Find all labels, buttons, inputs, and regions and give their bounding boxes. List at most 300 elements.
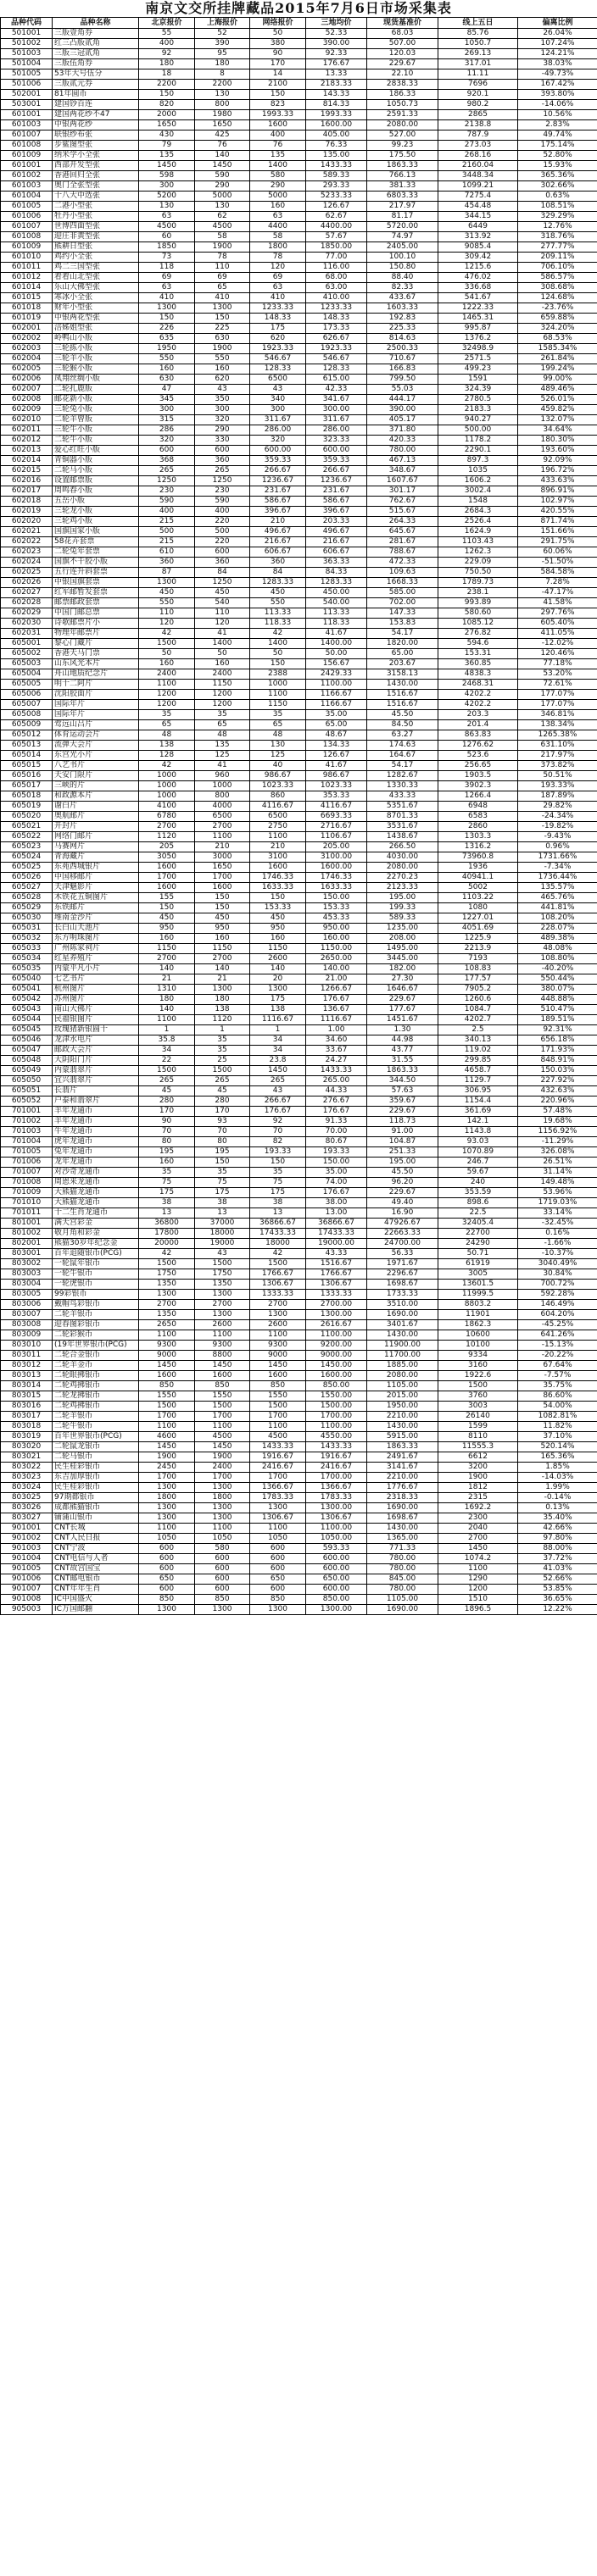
cell-benchmark-price: 2210.00 <box>367 1473 438 1483</box>
cell-five-day-price: 1316.2 <box>438 842 518 852</box>
cell-average-price: 276.67 <box>306 1096 367 1107</box>
cell-benchmark-price: 1365.00 <box>367 1534 438 1544</box>
cell-code: 803020 <box>1 1442 53 1452</box>
cell-five-day-price: 353.59 <box>438 1188 518 1198</box>
table-row <box>1 680 597 690</box>
cell-deviation: 1736.44% <box>518 873 597 883</box>
cell-name: 莺远山吕片 <box>53 720 139 730</box>
cell-benchmark-price: 16.90 <box>367 1208 438 1219</box>
cell-five-day-price: 3003 <box>438 1402 518 1412</box>
cell-five-day-price: 1085.12 <box>438 619 518 629</box>
cell-deviation: 171.93% <box>518 1046 597 1056</box>
cell-benchmark-price: 301.17 <box>367 486 438 497</box>
cell-deviation: 448.88% <box>518 995 597 1005</box>
cell-shanghai-price: 1150 <box>195 680 250 690</box>
cell-five-day-price: 1789.73 <box>438 578 518 588</box>
cell-beijing-price: 130 <box>139 202 195 212</box>
cell-benchmark-price: 444.17 <box>367 395 438 405</box>
cell-online-price: 1023.33 <box>250 781 306 791</box>
table-row <box>1 324 597 334</box>
cell-beijing-price: 20000 <box>139 1239 195 1249</box>
table-row <box>1 730 597 741</box>
cell-code: 605008 <box>1 710 53 720</box>
cell-code: 602011 <box>1 425 53 436</box>
cell-beijing-price: 1550 <box>139 1391 195 1402</box>
cell-deviation: 49.74% <box>518 130 597 141</box>
cell-online-price: 193.33 <box>250 1147 306 1158</box>
cell-average-price: 84.33 <box>306 568 367 578</box>
cell-shanghai-price: 1300 <box>195 303 250 314</box>
cell-name: 建国两花纱不47 <box>53 110 139 120</box>
cell-name: 民生桂彩银币 <box>53 1483 139 1493</box>
cell-benchmark-price: 845.00 <box>367 1574 438 1585</box>
cell-five-day-price: 4202.2 <box>438 690 518 700</box>
cell-average-price: 2183.33 <box>306 80 367 90</box>
cell-online-price: 14 <box>250 69 306 80</box>
cell-shanghai-price: 3000 <box>195 852 250 863</box>
table-row <box>1 405 597 415</box>
cell-online-price: 153.33 <box>250 903 306 913</box>
cell-online-price: 606.67 <box>250 547 306 558</box>
cell-online-price: 1923.33 <box>250 344 306 354</box>
cell-benchmark-price: 1495.00 <box>367 944 438 954</box>
cell-deviation: 53.96% <box>518 1188 597 1198</box>
cell-deviation: 60.06% <box>518 547 597 558</box>
cell-name: 二轮鸡拂银币 <box>53 1381 139 1391</box>
table-row <box>1 1564 597 1574</box>
cell-name: 流弹大会片 <box>53 741 139 751</box>
cell-shanghai-price: 45 <box>195 1086 250 1096</box>
cell-five-day-price: 9334 <box>438 1351 518 1361</box>
cell-beijing-price: 850 <box>139 1381 195 1391</box>
cell-five-day-price: 11555.3 <box>438 1442 518 1452</box>
cell-beijing-price: 650 <box>139 1574 195 1585</box>
cell-deviation: 2.83% <box>518 120 597 130</box>
cell-online-price: 1283.33 <box>250 578 306 588</box>
cell-name: 舟山地质纪念片 <box>53 669 139 680</box>
cell-name: 天津魅影片 <box>53 883 139 893</box>
table-row <box>1 954 597 964</box>
cell-average-price: 34.60 <box>306 1035 367 1046</box>
cell-name: 一轮鼠年银币 <box>53 1259 139 1269</box>
cell-average-price: 153.33 <box>306 903 367 913</box>
cell-average-price: 24.27 <box>306 1056 367 1066</box>
cell-name: 三轮猴小版 <box>53 364 139 375</box>
cell-benchmark-price: 100.10 <box>367 253 438 263</box>
table-row <box>1 446 597 456</box>
cell-average-price: 450.00 <box>306 588 367 598</box>
cell-shanghai-price: 1200 <box>195 700 250 710</box>
cell-shanghai-price: 220 <box>195 517 250 527</box>
cell-benchmark-price: 1668.33 <box>367 578 438 588</box>
cell-beijing-price: 1200 <box>139 700 195 710</box>
cell-beijing-price: 2450 <box>139 1463 195 1473</box>
cell-deviation: 124.21% <box>518 49 597 59</box>
cell-code: 605007 <box>1 700 53 710</box>
cell-deviation: 199.24% <box>518 364 597 375</box>
cell-online-price: 550 <box>250 598 306 608</box>
cell-deviation: 297.76% <box>518 608 597 619</box>
cell-average-price: 986.67 <box>306 771 367 781</box>
cell-beijing-price: 1600 <box>139 863 195 873</box>
cell-code: 501002 <box>1 39 53 49</box>
cell-code: 503001 <box>1 100 53 110</box>
cell-beijing-price: 35 <box>139 1168 195 1178</box>
cell-benchmark-price: 3445.00 <box>367 954 438 964</box>
cell-code: 605042 <box>1 995 53 1005</box>
cell-code: 605030 <box>1 913 53 924</box>
cell-five-day-price: 22700 <box>438 1229 518 1239</box>
cell-name: 十八大中选张 <box>53 192 139 202</box>
table-row <box>1 202 597 212</box>
cell-five-day-price: 201.4 <box>438 720 518 730</box>
cell-five-day-price: 1606.2 <box>438 476 518 486</box>
cell-name: 百年追随银币(PCG) <box>53 1249 139 1259</box>
cell-five-day-price: 980.2 <box>438 100 518 110</box>
cell-average-price: 353.33 <box>306 791 367 802</box>
cell-name: 奥航邮片 <box>53 812 139 822</box>
table-row <box>1 1361 597 1371</box>
cell-average-price: 1600.00 <box>306 863 367 873</box>
cell-average-price: 1923.33 <box>306 344 367 354</box>
cell-code: 803008 <box>1 1320 53 1330</box>
cell-deviation: 302.66% <box>518 181 597 192</box>
cell-beijing-price: 600 <box>139 1585 195 1595</box>
cell-deviation: 99.00% <box>518 375 597 385</box>
cell-benchmark-price: 1885.00 <box>367 1361 438 1371</box>
cell-code: 901008 <box>1 1595 53 1605</box>
cell-deviation: 324.20% <box>518 324 597 334</box>
cell-name: 兔年龙通币 <box>53 1147 139 1158</box>
cell-code: 605049 <box>1 1066 53 1076</box>
table-row <box>1 822 597 832</box>
column-header-name: 品种名称 <box>53 18 139 29</box>
cell-name: 三版伍角券 <box>53 59 139 69</box>
table-row <box>1 436 597 446</box>
cell-five-day-price: 1376.2 <box>438 334 518 344</box>
cell-five-day-price: 3902.3 <box>438 781 518 791</box>
cell-deviation: 37.10% <box>518 1432 597 1442</box>
cell-five-day-price: 920.1 <box>438 90 518 100</box>
table-row <box>1 415 597 425</box>
cell-shanghai-price: 1450 <box>195 161 250 171</box>
cell-name: 羊年龙通币 <box>53 1107 139 1117</box>
cell-code: 601010 <box>1 253 53 263</box>
cell-shanghai-price: 265 <box>195 1076 250 1086</box>
cell-benchmark-price: 771.33 <box>367 1544 438 1554</box>
table-row <box>1 1422 597 1432</box>
cell-benchmark-price: 2080.00 <box>367 120 438 130</box>
table-row <box>1 1107 597 1117</box>
cell-shanghai-price: 65 <box>195 283 250 293</box>
cell-beijing-price: 1500 <box>139 1402 195 1412</box>
cell-beijing-price: 1120 <box>139 832 195 842</box>
cell-benchmark-price: 2296.67 <box>367 1269 438 1280</box>
cell-deviation: -15.13% <box>518 1341 597 1351</box>
cell-online-price: 231.67 <box>250 486 306 497</box>
cell-benchmark-price: 55.03 <box>367 385 438 395</box>
cell-name: 三轮兔小版 <box>53 405 139 415</box>
cell-five-day-price: 344.15 <box>438 212 518 222</box>
cell-beijing-price: 55 <box>139 29 195 39</box>
cell-online-price: 400 <box>250 130 306 141</box>
cell-beijing-price: 1300 <box>139 1503 195 1513</box>
cell-name: 敬月角和彩金 <box>53 1229 139 1239</box>
cell-code: 605020 <box>1 812 53 822</box>
table-row <box>1 1280 597 1290</box>
cell-name: 三轮拣小版 <box>53 344 139 354</box>
cell-deviation: 72.61% <box>518 680 597 690</box>
table-row <box>1 242 597 253</box>
cell-code: 803021 <box>1 1452 53 1463</box>
cell-deviation: 10.56% <box>518 110 597 120</box>
cell-five-day-price: 26140 <box>438 1412 518 1422</box>
table-row <box>1 1096 597 1107</box>
cell-average-price: 21.00 <box>306 974 367 985</box>
cell-shanghai-price: 75 <box>195 1178 250 1188</box>
cell-deviation: 373.82% <box>518 761 597 771</box>
table-row <box>1 110 597 120</box>
cell-benchmark-price: 44.98 <box>367 1035 438 1046</box>
cell-shanghai-price: 350 <box>195 395 250 405</box>
cell-online-price: 1233.33 <box>250 303 306 314</box>
cell-shanghai-price: 175 <box>195 1188 250 1198</box>
cell-average-price: 546.67 <box>306 354 367 364</box>
cell-average-price: 1300.00 <box>306 1310 367 1320</box>
cell-benchmark-price: 6803.33 <box>367 192 438 202</box>
cell-online-price: 40 <box>250 761 306 771</box>
cell-five-day-price: 1290 <box>438 1574 518 1585</box>
cell-name: 广州陈家祠片 <box>53 944 139 954</box>
cell-average-price: 176.67 <box>306 995 367 1005</box>
cell-five-day-price: 8803.2 <box>438 1300 518 1310</box>
cell-name: 天安门限片 <box>53 771 139 781</box>
cell-code: 801002 <box>1 1229 53 1239</box>
cell-deviation: 220.96% <box>518 1096 597 1107</box>
cell-code: 605026 <box>1 873 53 883</box>
cell-code: 601007 <box>1 130 53 141</box>
cell-deviation: -49.73% <box>518 69 597 80</box>
cell-code: 502001 <box>1 90 53 100</box>
table-row <box>1 924 597 934</box>
table-row <box>1 1147 597 1158</box>
cell-average-price: 1.00 <box>306 1025 367 1035</box>
cell-beijing-price: 1800 <box>139 1493 195 1503</box>
cell-average-price: 91.33 <box>306 1117 367 1127</box>
cell-name: 世博四面型张 <box>53 222 139 232</box>
cell-five-day-price: 11.11 <box>438 69 518 80</box>
cell-online-price: 1300 <box>250 1310 306 1320</box>
cell-online-price: 75 <box>250 1178 306 1188</box>
table-row <box>1 141 597 151</box>
cell-average-price: 70.00 <box>306 1127 367 1137</box>
cell-five-day-price: 1896.5 <box>438 1605 518 1615</box>
cell-benchmark-price: 195.00 <box>367 893 438 903</box>
cell-benchmark-price: 780.00 <box>367 1564 438 1574</box>
cell-deviation: 35.75% <box>518 1381 597 1391</box>
cell-beijing-price: 550 <box>139 354 195 364</box>
cell-code: 605015 <box>1 761 53 771</box>
table-row <box>1 1351 597 1361</box>
cell-deviation: 489.38% <box>518 934 597 944</box>
cell-benchmark-price: 1430.00 <box>367 1422 438 1432</box>
table-row <box>1 771 597 781</box>
cell-online-price: 170 <box>250 59 306 69</box>
cell-average-price: 92.33 <box>306 49 367 59</box>
market-data-table <box>0 17 597 1615</box>
cell-code: 602015 <box>1 466 53 476</box>
cell-benchmark-price: 1971.67 <box>367 1259 438 1269</box>
cell-benchmark-price: 195.00 <box>367 1158 438 1168</box>
cell-benchmark-price: 1516.67 <box>367 690 438 700</box>
cell-shanghai-price: 1100 <box>195 1524 250 1534</box>
cell-beijing-price: 6780 <box>139 812 195 822</box>
cell-benchmark-price: 1607.67 <box>367 476 438 486</box>
cell-beijing-price: 5200 <box>139 192 195 202</box>
cell-five-day-price: 2860 <box>438 822 518 832</box>
cell-average-price: 33.67 <box>306 1046 367 1056</box>
cell-name: 三轮牛小版 <box>53 425 139 436</box>
cell-deviation: 706.10% <box>518 263 597 273</box>
cell-online-price: 290 <box>250 181 306 192</box>
cell-shanghai-price: 1120 <box>195 1015 250 1025</box>
cell-name: 熊猫30岁年纪念金 <box>53 1239 139 1249</box>
cell-shanghai-price: 600 <box>195 547 250 558</box>
cell-five-day-price: 1900 <box>438 1473 518 1483</box>
table-row <box>1 710 597 720</box>
cell-average-price: 13.00 <box>306 1208 367 1219</box>
cell-name: 铺蒲山银币 <box>53 1513 139 1524</box>
cell-code: 602012 <box>1 436 53 446</box>
cell-benchmark-price: 1863.33 <box>367 1066 438 1076</box>
cell-online-price: 63 <box>250 283 306 293</box>
cell-five-day-price: 246.7 <box>438 1158 518 1168</box>
cell-benchmark-price: 1863.33 <box>367 1442 438 1452</box>
cell-shanghai-price: 1900 <box>195 242 250 253</box>
table-row <box>1 741 597 751</box>
cell-average-price: 286.00 <box>306 425 367 436</box>
cell-benchmark-price: 174.63 <box>367 741 438 751</box>
cell-name: 二港小型张 <box>53 202 139 212</box>
cell-five-day-price: 2468.31 <box>438 680 518 690</box>
cell-beijing-price: 600 <box>139 1544 195 1554</box>
cell-benchmark-price: 1950.00 <box>367 1402 438 1412</box>
cell-code: 501004 <box>1 59 53 69</box>
cell-benchmark-price: 229.67 <box>367 1107 438 1117</box>
cell-benchmark-price: 1050.73 <box>367 100 438 110</box>
column-header-five-day-price: 线上五日 <box>438 18 518 29</box>
cell-average-price: 453.33 <box>306 913 367 924</box>
cell-name: 对沙奇龙通币 <box>53 1168 139 1178</box>
cell-name: 乐山大佛型张 <box>53 283 139 293</box>
cell-name: 58花卉套票 <box>53 537 139 547</box>
table-body <box>1 29 597 1615</box>
cell-average-price: 496.67 <box>306 527 367 537</box>
cell-shanghai-price: 1700 <box>195 873 250 883</box>
cell-beijing-price: 4100 <box>139 802 195 812</box>
cell-name: (19年世界银币(PCG) <box>53 1341 139 1351</box>
cell-deviation: 510.47% <box>518 1005 597 1015</box>
cell-five-day-price: 5002 <box>438 883 518 893</box>
cell-name: 爱心红旺小版 <box>53 446 139 456</box>
cell-name: 红三凸版贰角 <box>53 39 139 49</box>
cell-online-price: 150 <box>250 659 306 669</box>
cell-online-price: 450 <box>250 913 306 924</box>
cell-online-price: 986.67 <box>250 771 306 781</box>
cell-five-day-price: 1262.3 <box>438 547 518 558</box>
cell-online-price: 1450 <box>250 1066 306 1076</box>
cell-beijing-price: 80 <box>139 1137 195 1147</box>
cell-deviation: 48.08% <box>518 944 597 954</box>
cell-online-price: 4500 <box>250 1432 306 1442</box>
table-row <box>1 120 597 130</box>
cell-name: 99彩银币 <box>53 1290 139 1300</box>
cell-name: 国际年片 <box>53 710 139 720</box>
table-row <box>1 425 597 436</box>
cell-beijing-price: 160 <box>139 934 195 944</box>
cell-average-price: 600.00 <box>306 1564 367 1574</box>
cell-shanghai-price: 290 <box>195 425 250 436</box>
cell-shanghai-price: 1700 <box>195 1412 250 1422</box>
cell-five-day-price: 276.82 <box>438 629 518 639</box>
cell-online-price: 1500 <box>250 1402 306 1412</box>
cell-benchmark-price: 1820.00 <box>367 639 438 649</box>
cell-beijing-price: 226 <box>139 324 195 334</box>
cell-benchmark-price: 1430.00 <box>367 1330 438 1341</box>
cell-deviation: 167.42% <box>518 80 597 90</box>
cell-five-day-price: 324.39 <box>438 385 518 395</box>
cell-beijing-price: 1300 <box>139 1513 195 1524</box>
cell-online-price: 90 <box>250 49 306 59</box>
cell-beijing-price: 2200 <box>139 80 195 90</box>
cell-benchmark-price: 56.33 <box>367 1249 438 1259</box>
cell-average-price: 42.33 <box>306 385 367 395</box>
cell-average-price: 950.00 <box>306 924 367 934</box>
cell-name: 二轮马小版 <box>53 466 139 476</box>
cell-deviation: 346.81% <box>518 710 597 720</box>
cell-beijing-price: 180 <box>139 59 195 69</box>
cell-shanghai-price: 500 <box>195 527 250 537</box>
cell-deviation: 108.20% <box>518 913 597 924</box>
cell-deviation: 92.09% <box>518 456 597 466</box>
cell-code: 605003 <box>1 659 53 669</box>
cell-name: 二轮羊银币 <box>53 1310 139 1320</box>
cell-code: 601006 <box>1 212 53 222</box>
cell-code: 701008 <box>1 1178 53 1188</box>
cell-benchmark-price: 1105.00 <box>367 1381 438 1391</box>
cell-code: 601018 <box>1 303 53 314</box>
cell-average-price: 41.67 <box>306 761 367 771</box>
cell-name: 三版三冠贰角 <box>53 49 139 59</box>
cell-deviation: 146.49% <box>518 1300 597 1310</box>
cell-deviation: 1.85% <box>518 1463 597 1473</box>
cell-benchmark-price: 1776.67 <box>367 1483 438 1493</box>
table-row <box>1 1432 597 1442</box>
cell-deviation: 54.00% <box>518 1402 597 1412</box>
cell-online-price: 76 <box>250 141 306 151</box>
table-row <box>1 1249 597 1259</box>
cell-beijing-price: 50 <box>139 649 195 659</box>
cell-five-day-price: 256.65 <box>438 761 518 771</box>
cell-deviation: 1156.92% <box>518 1127 597 1137</box>
cell-beijing-price: 300 <box>139 405 195 415</box>
table-row <box>1 1524 597 1534</box>
cell-name: 二轮马银币 <box>53 1452 139 1463</box>
cell-average-price: 1100.00 <box>306 1422 367 1432</box>
table-row <box>1 1300 597 1310</box>
cell-benchmark-price: 2080.00 <box>367 1371 438 1381</box>
table-row <box>1 791 597 802</box>
